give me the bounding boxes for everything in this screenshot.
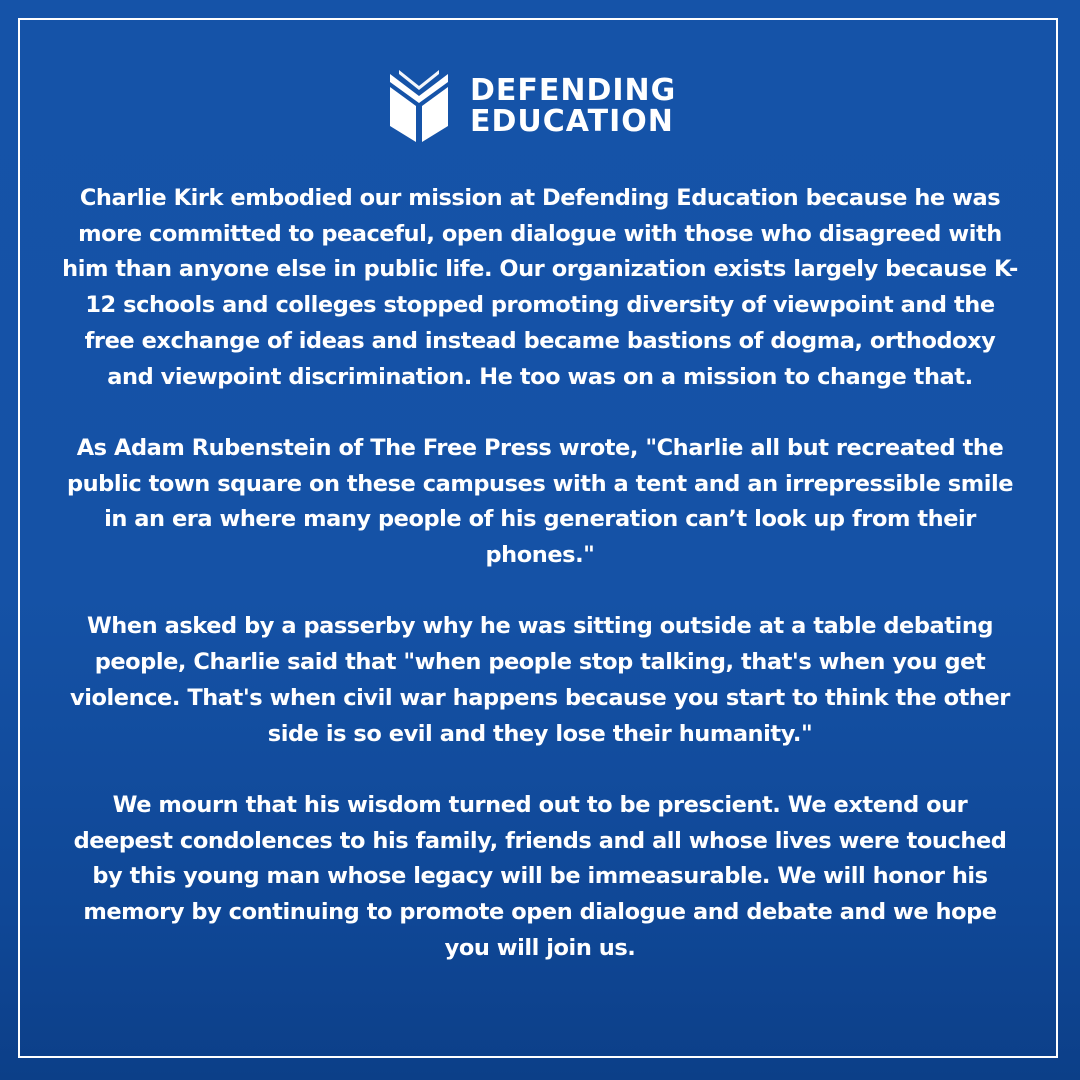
statement-paragraph-3: When asked by a passerby why he was sitting outside at a table debating people, Charlie said that "when people stop talking, that's when you get violence. That's when civil war happens because you start to think the other side is so evil and they lose their humanity." [70, 613, 1010, 747]
wordmark-line-2: EDUCATION [470, 104, 674, 139]
defending-education-logo [388, 70, 708, 146]
open-book-icon [388, 70, 450, 144]
statement-body [60, 181, 1020, 966]
statement-paragraph-2: As Adam Rubenstein of The Free Press wrote, "Charlie all but recreated the public town square on these campuses with a tent and an irrepressible smile in an era where many people of his generation can’t look up from their phones." [66, 434, 1014, 569]
wordmark-line-1: DEFENDING [470, 73, 677, 108]
statement-paragraph-1: Charlie Kirk embodied our mission at Defending Education because he was more committed to peaceful, open dialogue with those who disagreed with him than anyone else in public life. Our organization exists largely because K-12 schools and colleges stopped promoting diversity of viewpoint and the free exchange of ideas and instead became bastions of dogma, orthodoxy and viewpoint discrimination. He too was on a mission to change that. [62, 185, 1018, 390]
wordmark [470, 75, 676, 137]
statement-paragraph-4: We mourn that his wisdom turned out to be prescient. We extend our deepest condolences to his family, friends and all whose lives were touched by this young man whose legacy will be immeasurable. We will honor his memory by continuing to promote open dialogue and debate and we hope you will join us. [73, 791, 1007, 961]
